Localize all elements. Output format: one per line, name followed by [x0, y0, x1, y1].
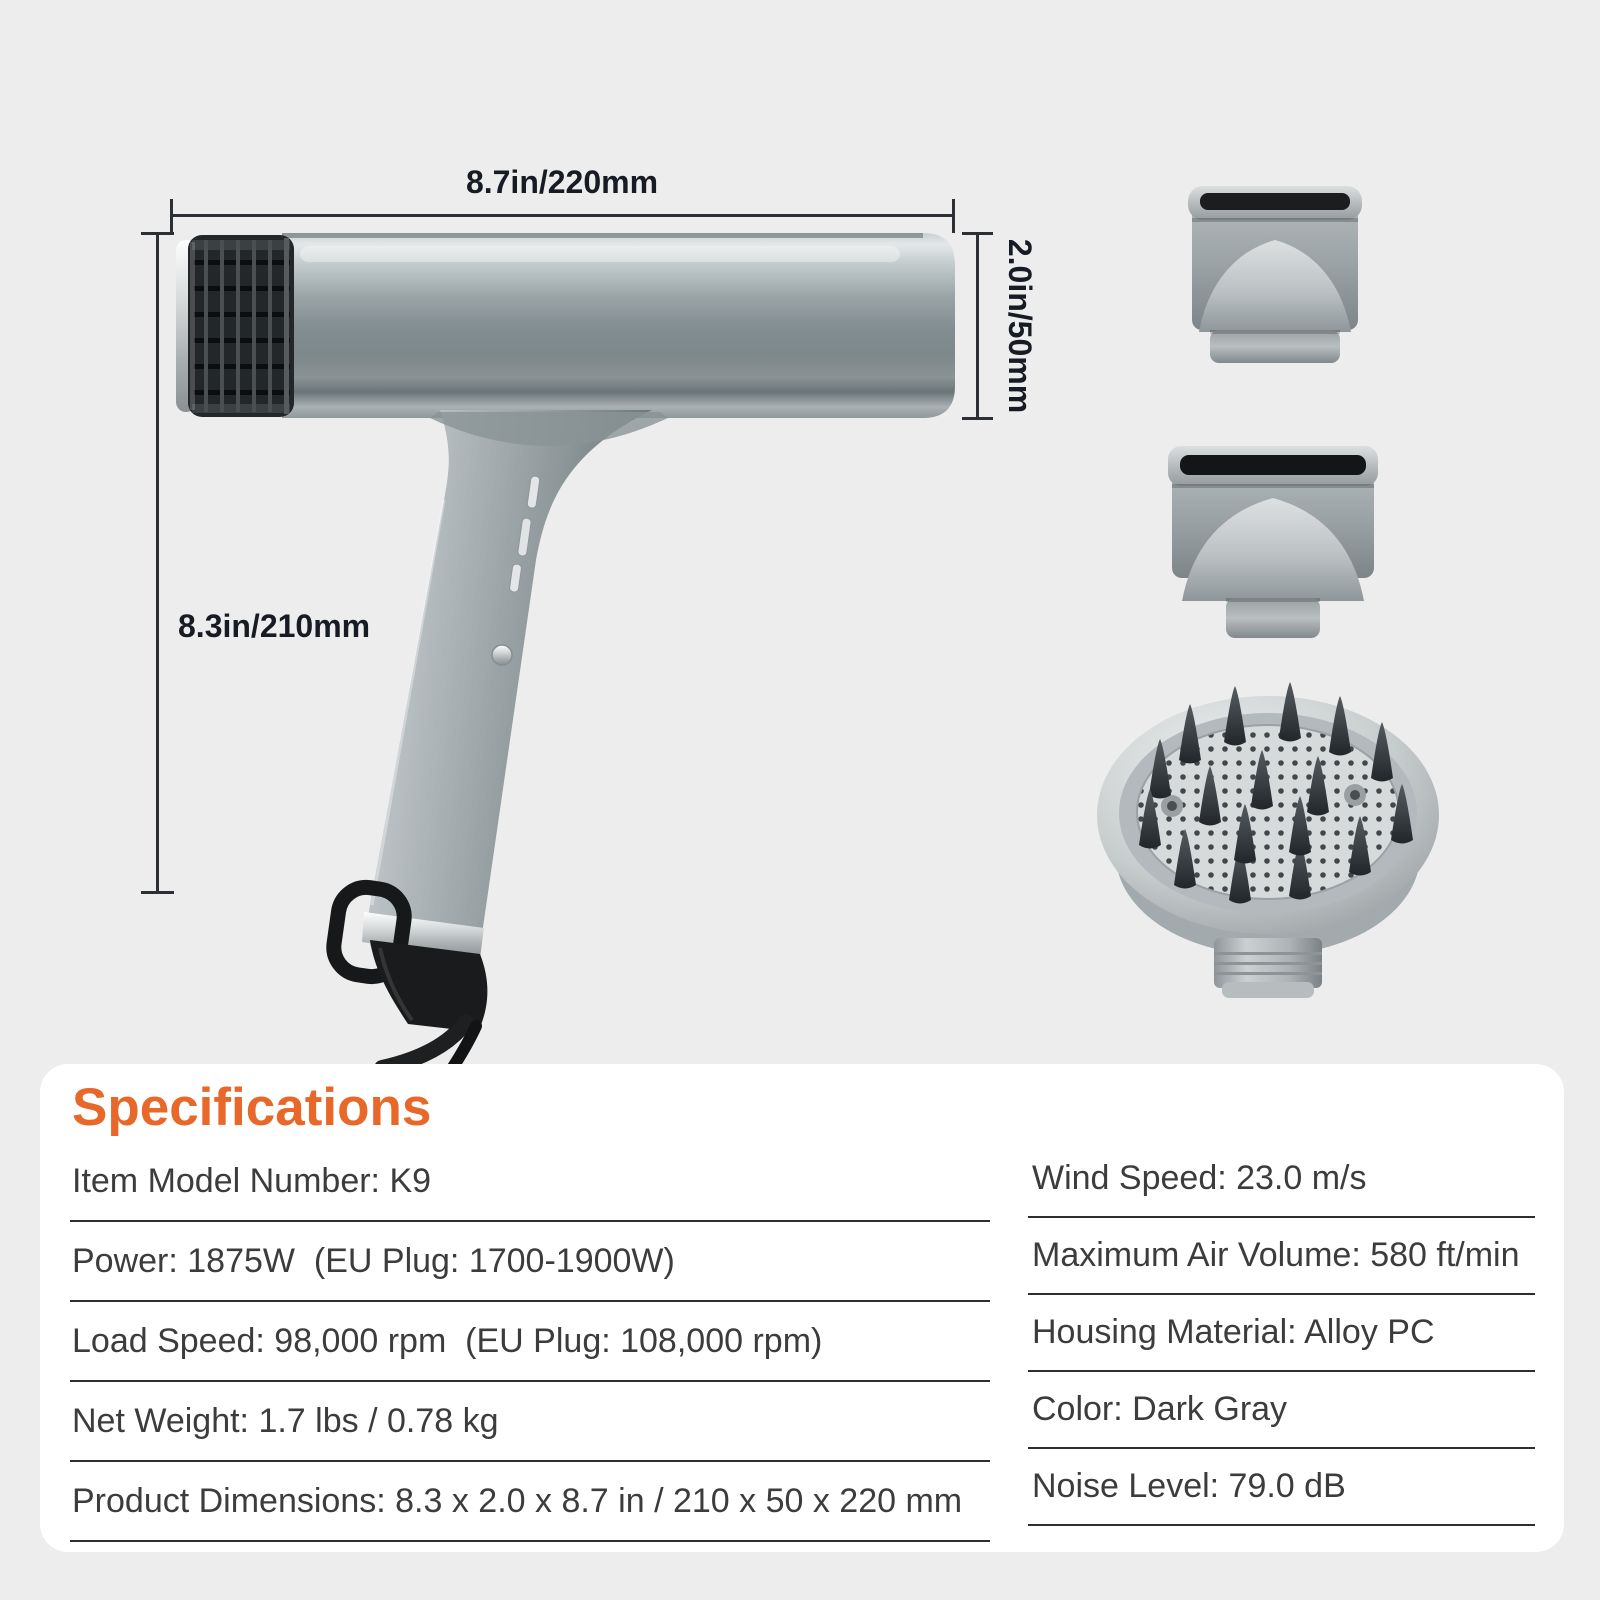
width-dimension-line — [171, 214, 955, 217]
width-dimension-tick-right — [952, 199, 955, 233]
dryer-intake-grille — [188, 235, 294, 417]
spec-column-right — [1028, 1141, 1535, 1526]
height-dimension-cap-top — [141, 232, 174, 235]
diffuser-photo — [1097, 682, 1439, 998]
spec-row-noise-level: Noise Level: 79.0 dB — [1028, 1449, 1535, 1526]
nozzle-large-photo — [1168, 446, 1378, 638]
spec-row-net-weight: Net Weight: 1.7 lbs / 0.78 kg — [70, 1382, 990, 1462]
width-dimension-tick-left — [170, 199, 173, 233]
spec-column-left — [70, 1142, 990, 1542]
hair-dryer-photo — [176, 233, 955, 1070]
depth-dimension-label: 2.0in/50mm — [1002, 238, 1038, 414]
specifications-panel — [40, 1064, 1564, 1552]
specifications-title: Specifications — [72, 1078, 432, 1137]
height-dimension-label: 8.3in/210mm — [178, 608, 371, 644]
height-dimension-cap-bottom — [141, 891, 174, 894]
spec-row-dimensions: Product Dimensions: 8.3 x 2.0 x 8.7 in / 210 x 50 x 220 mm — [70, 1462, 990, 1542]
spec-row-air-volume: Maximum Air Volume: 580 ft/min — [1028, 1218, 1535, 1295]
width-dimension-label: 8.7in/220mm — [465, 164, 659, 200]
spec-row-model: Item Model Number: K9 — [70, 1142, 990, 1222]
spec-row-load-speed: Load Speed: 98,000 rpm (EU Plug: 108,000 rpm) — [70, 1302, 990, 1382]
height-dimension-line — [156, 233, 159, 893]
spec-row-wind-speed: Wind Speed: 23.0 m/s — [1028, 1141, 1535, 1218]
dryer-power-cord — [382, 1022, 476, 1070]
spec-row-color: Color: Dark Gray — [1028, 1372, 1535, 1449]
nozzle-small-photo — [1188, 186, 1362, 363]
spec-row-housing-material: Housing Material: Alloy PC — [1028, 1295, 1535, 1372]
depth-dimension-line — [976, 233, 979, 419]
depth-dimension-cap-bottom — [962, 417, 993, 420]
depth-dimension-cap-top — [962, 232, 993, 235]
spec-row-power: Power: 1875W (EU Plug: 1700-1900W) — [70, 1222, 990, 1302]
